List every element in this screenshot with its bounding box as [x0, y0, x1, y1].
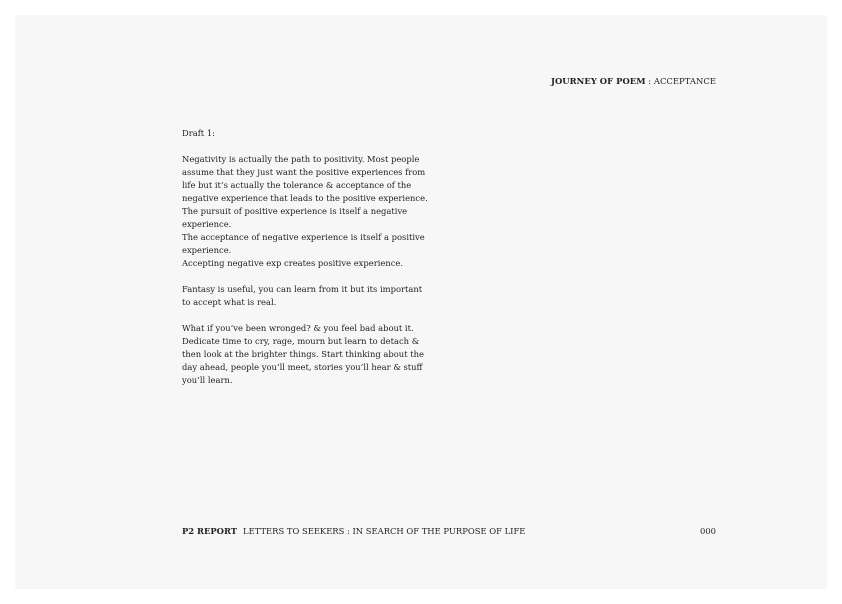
page-header — [551, 76, 716, 86]
paragraph-2 — [182, 283, 432, 309]
text-line: Negativity is actually the path to positivity. Most people — [182, 154, 420, 164]
page-footer — [182, 526, 525, 536]
text-line: day ahead, people you’ll meet, stories you’ll hear & stuff — [182, 362, 423, 372]
text-line: life but it’s actually the tolerance & acceptance of the — [182, 180, 412, 190]
text-line: Accepting negative exp creates positive experience. — [182, 258, 404, 268]
text-line: experience. — [182, 219, 232, 229]
footer-report-label: P2 REPORT — [182, 526, 238, 536]
text-line: you’ll learn. — [182, 375, 233, 385]
paragraph-3 — [182, 322, 432, 387]
draft-title: Draft 1: — [182, 128, 215, 138]
draft-content — [182, 127, 432, 400]
text-line: What if you’ve been wronged? & you feel bad about it. — [182, 323, 414, 333]
document-page — [15, 15, 827, 589]
text-line: negative experience that leads to the positive experience. — [182, 193, 428, 203]
text-line: The pursuit of positive experience is itself a negative — [182, 206, 408, 216]
header-separator: : — [645, 76, 654, 86]
text-line: Fantasy is useful, you can learn from it but its important — [182, 284, 423, 294]
header-subtitle: ACCEPTANCE — [653, 76, 716, 86]
text-line: assume that they just want the positive experiences from — [182, 167, 426, 177]
text-line: The acceptance of negative experience is itself a positive — [182, 232, 425, 242]
text-line: then look at the brighter things. Start thinking about the — [182, 349, 424, 359]
page-number: 000 — [700, 526, 716, 536]
paragraph-1 — [182, 153, 432, 270]
text-line: to accept what is real. — [182, 297, 277, 307]
text-line: Dedicate time to cry, rage, mourn but learn to detach & — [182, 336, 420, 346]
header-title: JOURNEY OF POEM — [550, 76, 646, 86]
text-line: experience. — [182, 245, 232, 255]
footer-subtitle: LETTERS TO SEEKERS : IN SEARCH OF THE PURPOSE OF LIFE — [243, 526, 526, 536]
